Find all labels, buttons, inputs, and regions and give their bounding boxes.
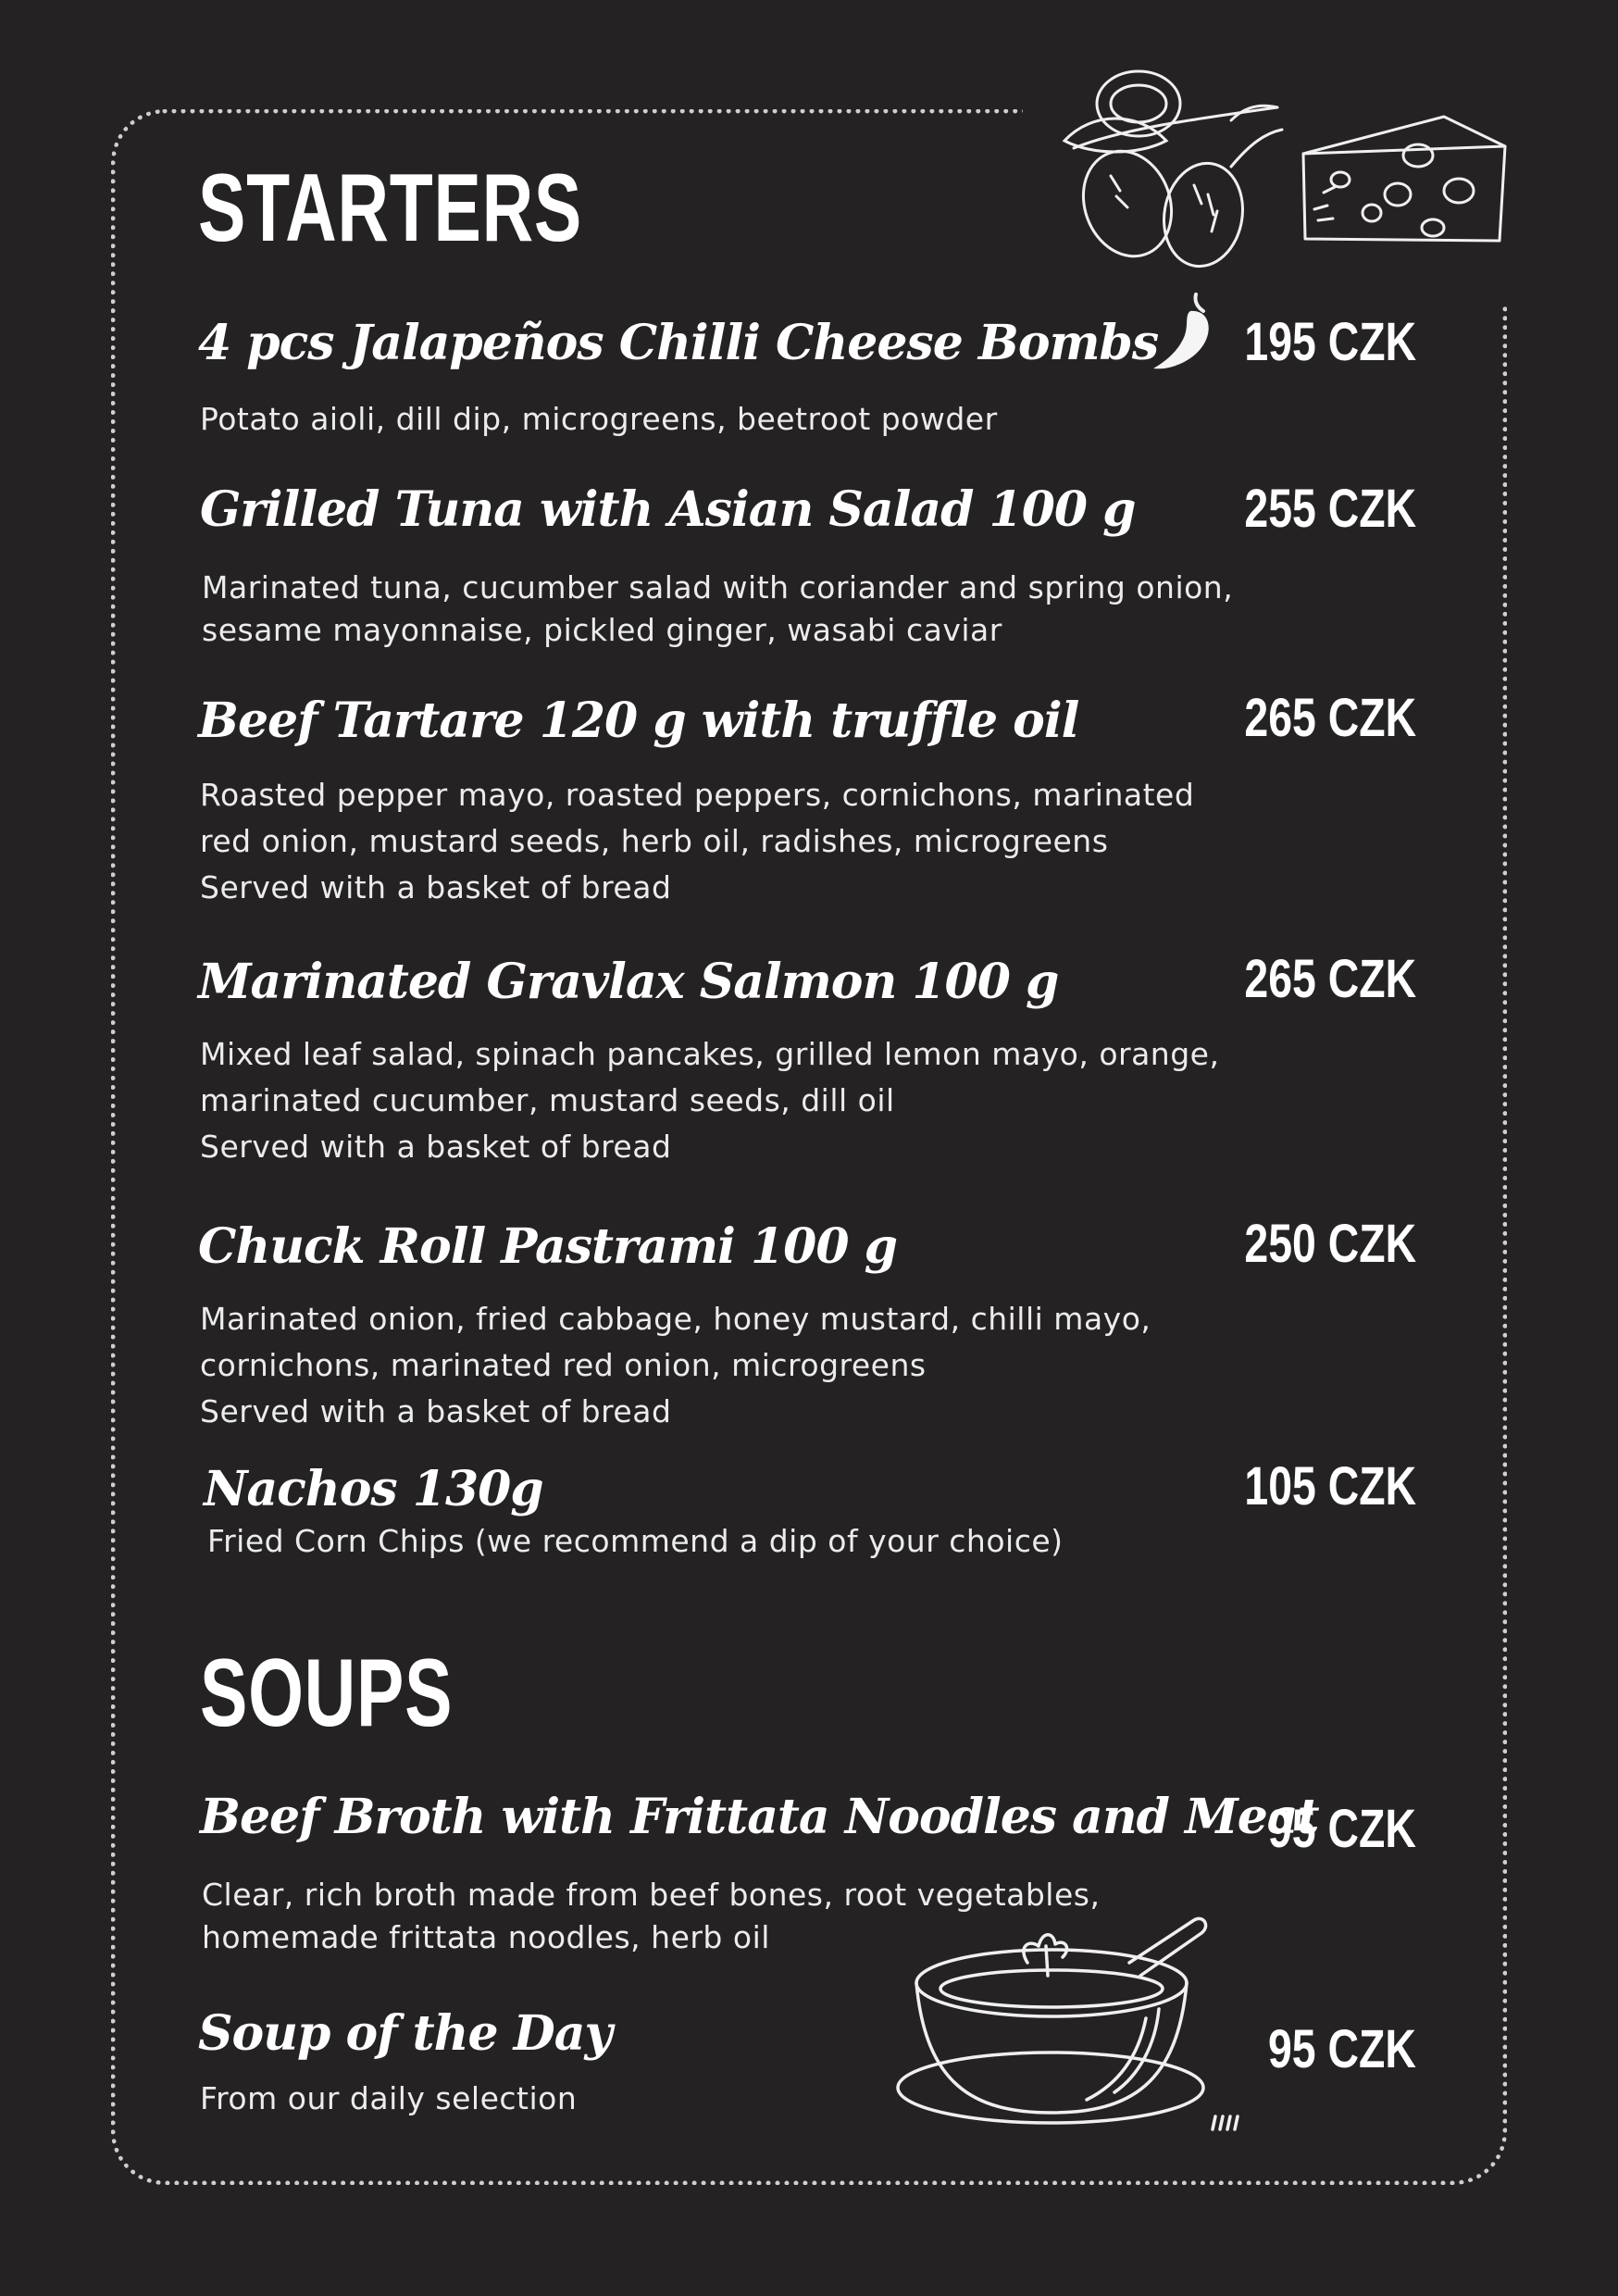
item-price: 195 CZK: [1244, 312, 1416, 372]
item-name: Marinated Gravlax Salmon 100 g: [198, 954, 1059, 1010]
item-price: 255 CZK: [1244, 479, 1416, 539]
item-description: Fried Corn Chips (we recommend a dip of your choice): [207, 1523, 1064, 1559]
item-price: 250 CZK: [1244, 1214, 1416, 1274]
item-name: Soup of the Day: [198, 2005, 612, 2062]
item-description: From our daily selection: [200, 2080, 578, 2116]
item-description: Marinated onion, fried cabbage, honey mustard, chilli mayo, cornichons, marinated red onion, microgreens Served with a basket of bread: [200, 1301, 1151, 1429]
item-name: Grilled Tuna with Asian Salad 100 g: [200, 481, 1136, 538]
item-price: 265 CZK: [1244, 949, 1416, 1009]
item-price: 105 CZK: [1244, 1456, 1416, 1516]
item-name: Chuck Roll Pastrami 100 g: [198, 1218, 897, 1275]
starters-title: STARTERS: [198, 155, 582, 262]
item-description: Marinated tuna, cucumber salad with coriander and spring onion, sesame mayonnaise, pickled ginger, wasabi caviar: [202, 569, 1234, 648]
item-price: 95 CZK: [1268, 2019, 1416, 2079]
cheese-icon: [1287, 109, 1518, 276]
item-name: Nachos 130g: [204, 1461, 543, 1517]
olive-icon: [1055, 56, 1287, 268]
item-price: 265 CZK: [1244, 688, 1416, 748]
item-name: 4 pcs Jalapeños Chilli Cheese Bombs: [198, 315, 1159, 371]
item-name: Beef Broth with Frittata Noodles and Meat: [200, 1789, 1319, 1845]
soup-bowl-icon: [889, 1907, 1259, 2166]
item-description: Potato aioli, dill dip, microgreens, beetroot powder: [200, 401, 998, 437]
item-description: Roasted pepper mayo, roasted peppers, cornichons, marinated red onion, mustard seeds, herb oil, radishes, microgreens Served with a basket of bread: [200, 777, 1195, 905]
item-price: 95 CZK: [1268, 1799, 1416, 1859]
item-name: Beef Tartare 120 g with truffle oil: [198, 693, 1079, 749]
chili-pepper-icon: [1148, 289, 1222, 374]
item-description: Mixed leaf salad, spinach pancakes, grilled lemon mayo, orange, marinated cucumber, mustard seeds, dill oil Served with a basket of bread: [200, 1036, 1220, 1165]
soups-title: SOUPS: [200, 1640, 454, 1747]
item-description: Clear, rich broth made from beef bones, root vegetables, homemade frittata noodles, herb oil: [202, 1877, 1101, 1955]
